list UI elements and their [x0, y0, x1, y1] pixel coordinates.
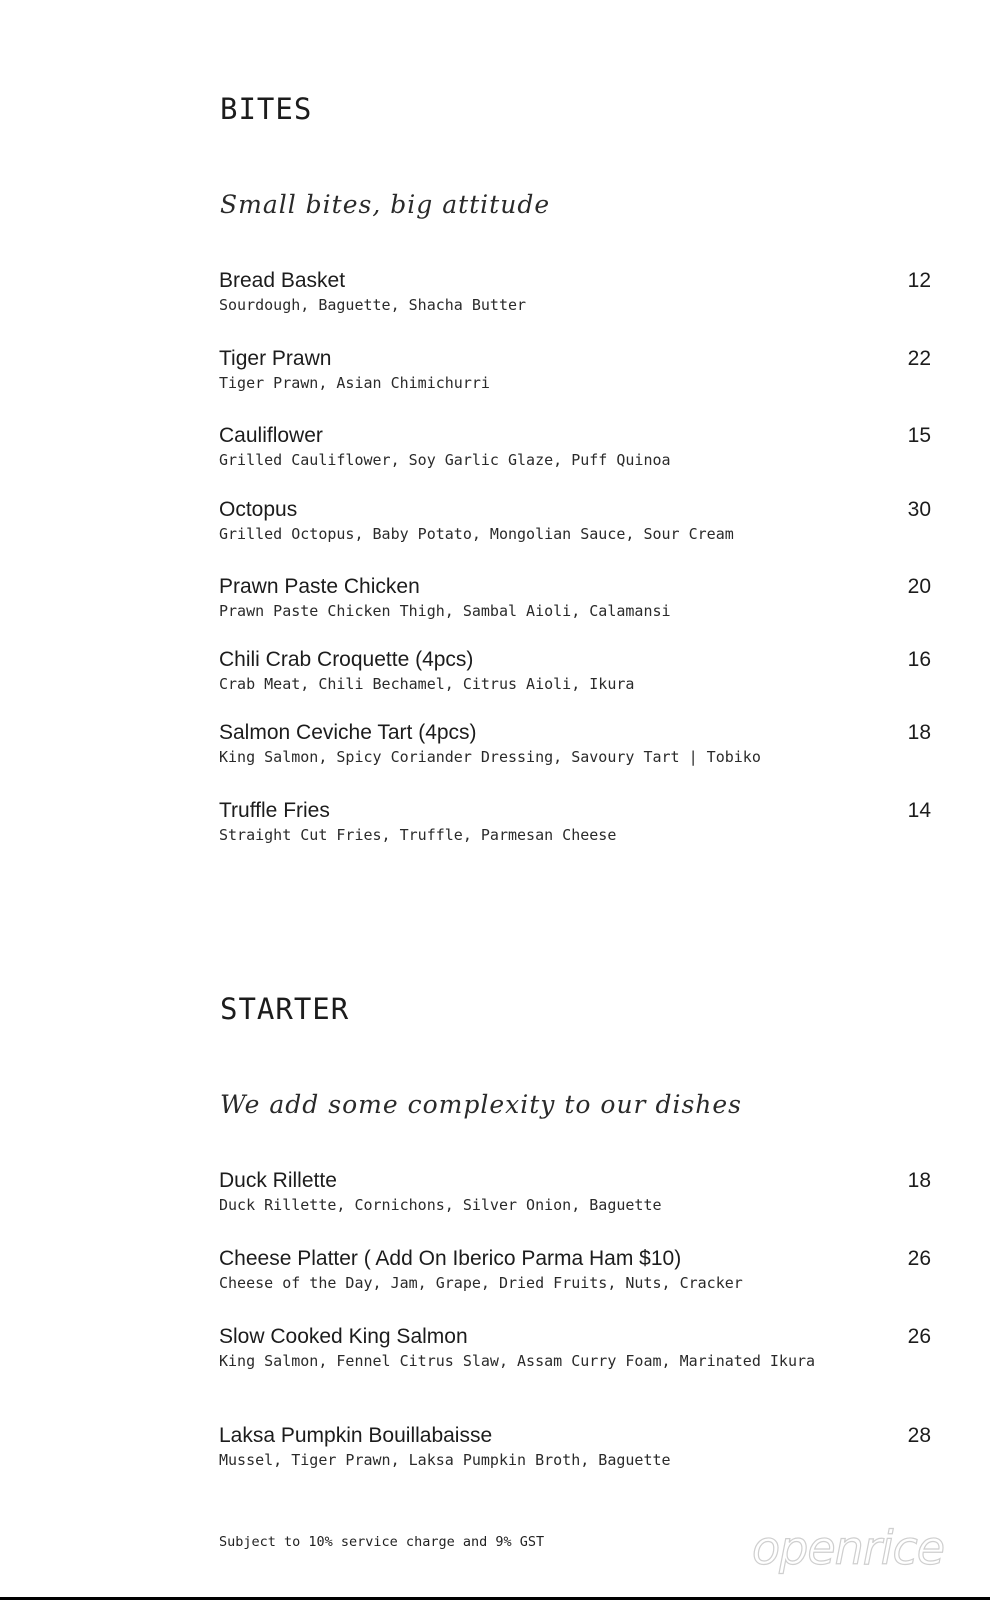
menu-item [219, 1168, 931, 1216]
menu-item [219, 268, 931, 316]
menu-item [219, 1324, 931, 1372]
item-description: Cheese of the Day, Jam, Grape, Dried Fruits, Nuts, Cracker [219, 1274, 743, 1292]
menu-item [219, 798, 931, 846]
item-price: 16 [907, 648, 931, 671]
item-price: 20 [907, 575, 931, 598]
service-charge-note: Subject to 10% service charge and 9% GST [219, 1534, 545, 1550]
item-price: 18 [907, 1169, 931, 1192]
item-name: Laksa Pumpkin Bouillabaisse [219, 1424, 493, 1447]
item-price: 15 [907, 424, 931, 447]
item-price: 18 [907, 721, 931, 744]
item-name: Tiger Prawn [219, 347, 332, 370]
item-name: Salmon Ceviche Tart (4pcs) [219, 721, 477, 744]
menu-item [219, 1246, 931, 1294]
menu-item [219, 346, 931, 394]
menu-item [219, 720, 931, 768]
item-price: 14 [907, 799, 931, 822]
item-description: Mussel, Tiger Prawn, Laksa Pumpkin Broth, Baguette [219, 1451, 671, 1469]
item-description: Crab Meat, Chili Bechamel, Citrus Aioli, Ikura [219, 675, 635, 693]
item-description: Straight Cut Fries, Truffle, Parmesan Cheese [219, 826, 617, 844]
item-name: Truffle Fries [219, 799, 330, 822]
section-title-bites: BITES [220, 92, 313, 126]
item-price: 12 [907, 269, 931, 292]
item-description: Prawn Paste Chicken Thigh, Sambal Aioli, Calamansi [219, 602, 671, 620]
item-name: Octopus [219, 498, 298, 521]
item-name: Prawn Paste Chicken [219, 575, 420, 598]
section-title-starter: STARTER [220, 992, 350, 1026]
item-name: Duck Rillette [219, 1169, 337, 1192]
item-price: 26 [907, 1247, 931, 1270]
menu-item [219, 574, 931, 622]
item-description: Tiger Prawn, Asian Chimichurri [219, 374, 490, 392]
item-name: Chili Crab Croquette (4pcs) [219, 648, 474, 671]
menu-item [219, 647, 931, 695]
item-description: Grilled Octopus, Baby Potato, Mongolian Sauce, Sour Cream [219, 525, 734, 543]
openrice-watermark: openrice [752, 1521, 945, 1575]
item-price: 22 [907, 347, 931, 370]
menu-item [219, 423, 931, 471]
item-description: King Salmon, Fennel Citrus Slaw, Assam Curry Foam, Marinated Ikura [219, 1352, 816, 1370]
item-description: King Salmon, Spicy Coriander Dressing, Savoury Tart | Tobiko [219, 748, 761, 766]
item-price: 26 [907, 1325, 931, 1348]
item-name: Slow Cooked King Salmon [219, 1325, 468, 1348]
item-name: Cauliflower [219, 424, 323, 447]
item-name: Bread Basket [219, 269, 346, 292]
item-description: Grilled Cauliflower, Soy Garlic Glaze, Puff Quinoa [219, 451, 671, 469]
tagline-bites: Small bites, big attitude [220, 190, 551, 219]
item-description: Duck Rillette, Cornichons, Silver Onion, Baguette [219, 1196, 662, 1214]
item-description: Sourdough, Baguette, Shacha Butter [219, 296, 527, 314]
menu-item [219, 1423, 931, 1471]
item-name: Cheese Platter ( Add On Iberico Parma Ham $10) [219, 1247, 682, 1270]
tagline-starter: We add some complexity to our dishes [220, 1090, 742, 1119]
item-price: 30 [907, 498, 931, 521]
menu-item [219, 497, 931, 545]
item-price: 28 [907, 1424, 931, 1447]
